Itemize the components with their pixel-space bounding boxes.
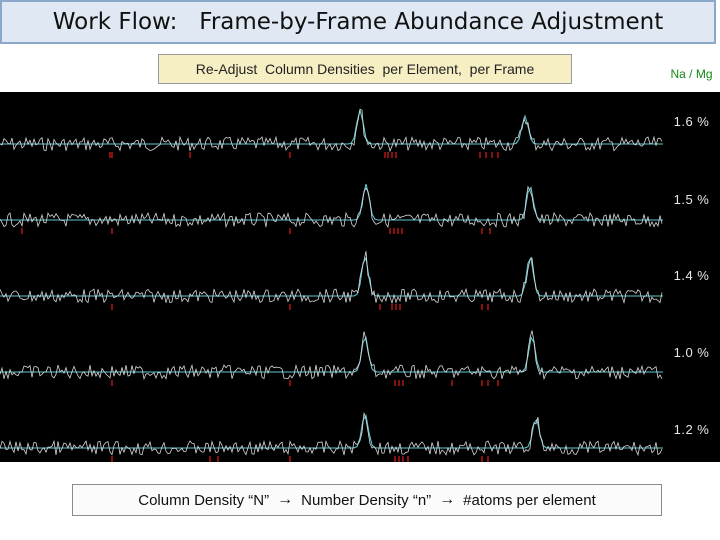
footer-workflow bbox=[72, 484, 662, 516]
observed-spectrum-line bbox=[0, 109, 662, 151]
spectra-panel bbox=[0, 92, 663, 462]
model-fit-line bbox=[0, 416, 663, 448]
model-fit-line bbox=[0, 338, 663, 372]
observed-spectrum-line bbox=[0, 413, 662, 455]
observed-spectrum-line bbox=[0, 251, 662, 303]
observed-spectrum-line bbox=[0, 187, 662, 227]
frame-2-ratio: 1.5 % bbox=[673, 192, 710, 207]
frame-5-ratio: 1.2 % bbox=[673, 422, 710, 437]
subtitle-box bbox=[158, 54, 572, 84]
column-density-text: Column Density “N” bbox=[138, 491, 270, 509]
ratio-label-column bbox=[663, 92, 720, 462]
number-density-text: Number Density “n” bbox=[301, 491, 432, 509]
ratio-header: Na / Mg bbox=[670, 67, 713, 81]
arrow-right-icon: → bbox=[439, 491, 456, 508]
page-title: Work Flow: Frame-by-Frame Abundance Adjustment bbox=[52, 9, 664, 35]
subtitle-text: Re-Adjust Column Densities per Element, per Frame bbox=[195, 61, 535, 77]
atoms-per-element-text: #atoms per element bbox=[463, 491, 596, 509]
model-fit-line bbox=[0, 258, 663, 296]
frame-4-ratio: 1.0 % bbox=[673, 345, 710, 360]
arrow-right-icon: → bbox=[277, 491, 294, 508]
frame-3-ratio: 1.4 % bbox=[673, 268, 710, 283]
spectra-svg bbox=[0, 92, 663, 462]
title-bar bbox=[0, 0, 716, 44]
model-fit-line bbox=[0, 184, 663, 220]
frame-1-ratio: 1.6 % bbox=[673, 114, 710, 129]
